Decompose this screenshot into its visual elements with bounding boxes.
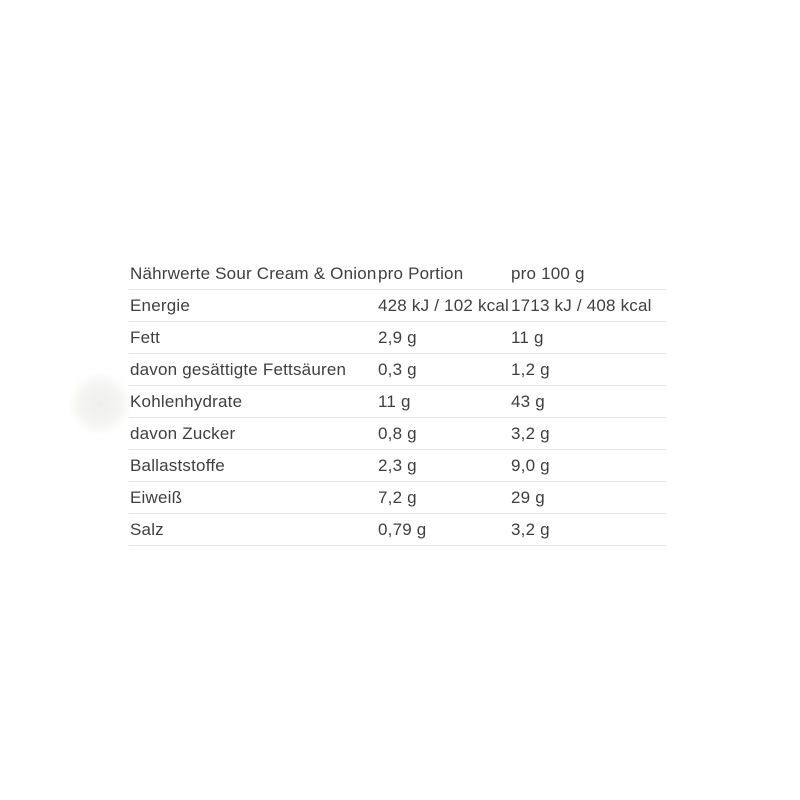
per100-value: 1713 kJ / 408 kcal [511, 296, 652, 315]
per100-value: 3,2 g [511, 520, 550, 539]
row-label: Kohlenhydrate [130, 392, 243, 411]
row-label: Ballaststoffe [130, 456, 225, 475]
portion-value: 0,8 g [378, 424, 417, 443]
table-row-kohlenhydrate [129, 386, 666, 418]
portion-value: 428 kJ / 102 kcal [378, 296, 509, 315]
per100-value: 43 g [511, 392, 545, 411]
table-row-salz [129, 514, 666, 546]
per100-value: 29 g [511, 488, 545, 507]
row-label: Eiweiß [130, 488, 183, 507]
row-label: Fett [130, 328, 161, 347]
portion-value: 2,3 g [378, 456, 417, 475]
portion-value: 7,2 g [378, 488, 417, 507]
portion-value: 0,3 g [378, 360, 417, 379]
table-row-fett [129, 322, 666, 354]
per100-value: 3,2 g [511, 424, 550, 443]
table-row-gesaettigte-fettsaeuren [129, 354, 666, 386]
faded-left-shape [68, 372, 132, 436]
row-label: Energie [130, 296, 190, 315]
table-header-row [129, 258, 666, 290]
table-header-portion: pro Portion [378, 264, 464, 283]
table-header-per100: pro 100 g [511, 264, 585, 283]
per100-value: 1,2 g [511, 360, 550, 379]
portion-value: 0,79 g [378, 520, 427, 539]
portion-value: 11 g [378, 392, 411, 411]
table-row-zucker [129, 418, 666, 450]
table-row-ballaststoffe [129, 450, 666, 482]
row-label: Salz [130, 520, 164, 539]
table-header-product: Nährwerte Sour Cream & Onion [130, 264, 377, 283]
per100-value: 11 g [511, 328, 544, 347]
row-label: davon gesättigte Fettsäuren [130, 360, 347, 379]
portion-value: 2,9 g [378, 328, 417, 347]
table-row-energie [129, 290, 666, 322]
per100-value: 9,0 g [511, 456, 550, 475]
row-label: davon Zucker [130, 424, 236, 443]
nutrition-table [129, 258, 666, 546]
table-row-eiweiss [129, 482, 666, 514]
